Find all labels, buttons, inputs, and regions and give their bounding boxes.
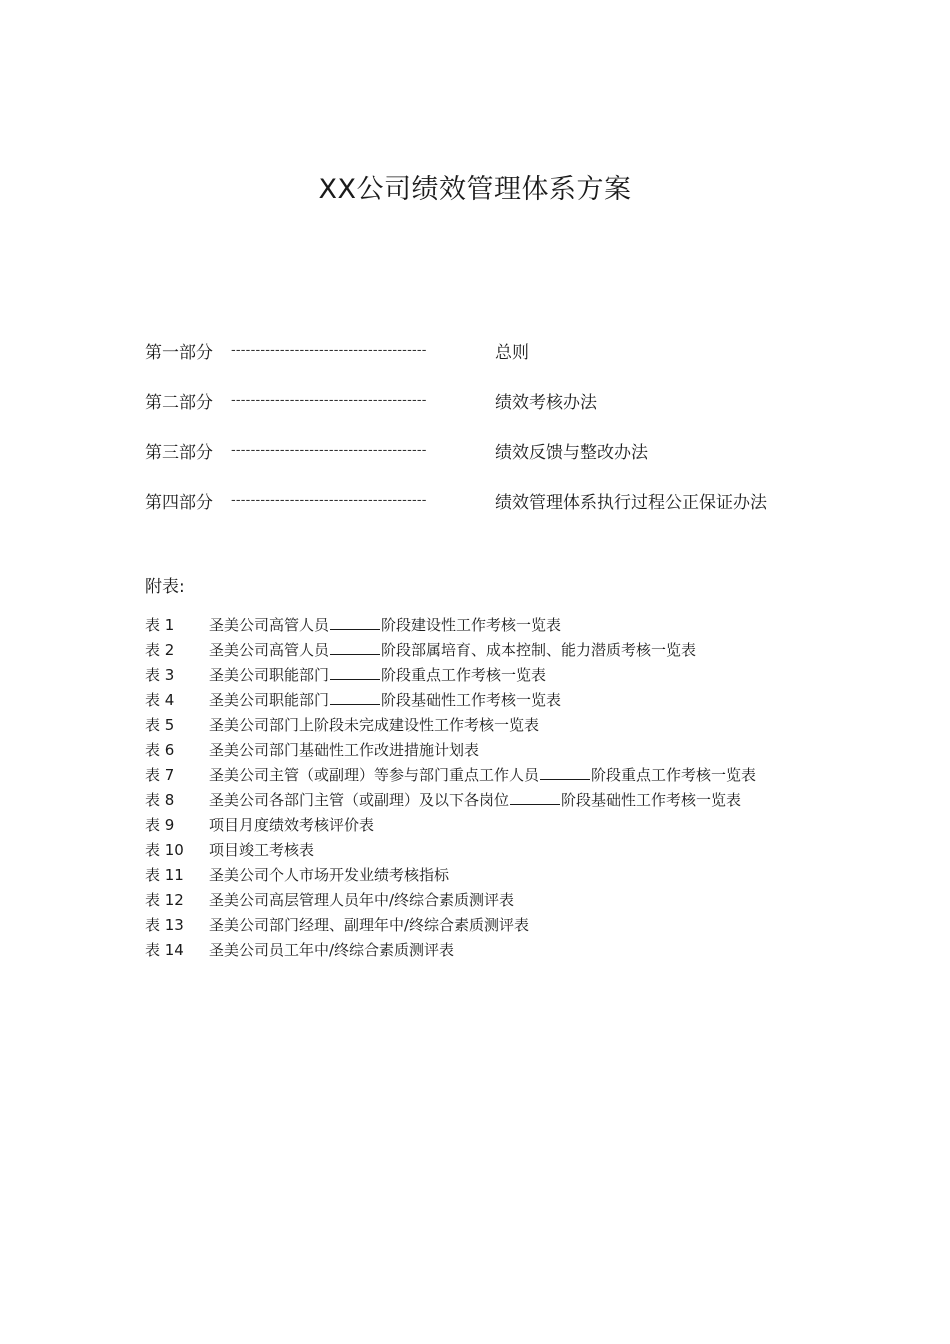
appendix-number: 表 11 <box>145 866 184 884</box>
toc-part-label: 第二部分 <box>145 392 213 413</box>
toc-item <box>145 325 845 375</box>
appendix-title <box>209 639 696 660</box>
toc-part-label: 第四部分 <box>145 492 213 513</box>
toc-leader: ---------------------------------------- <box>231 492 427 508</box>
appendix-title: 圣美公司部门上阶段未完成建设性工作考核一览表 <box>209 716 540 734</box>
appendix-item <box>145 712 845 737</box>
fill-in-blank <box>330 615 380 630</box>
appendix-item <box>145 787 845 812</box>
appendix-title-part: 阶段重点工作考核一览表 <box>381 666 547 684</box>
appendix-number: 表 8 <box>145 791 175 809</box>
toc-item <box>145 425 845 475</box>
appendix-number: 表 4 <box>145 691 175 709</box>
toc-part-name: 绩效管理体系执行过程公正保证办法 <box>495 492 767 513</box>
appendix-title <box>209 614 561 635</box>
appendix-item <box>145 837 845 862</box>
appendix-title <box>209 789 741 810</box>
appendix-number: 表 12 <box>145 891 184 909</box>
appendix-item <box>145 912 845 937</box>
appendix-title: 项目月度绩效考核评价表 <box>209 816 375 834</box>
appendix-number: 表 13 <box>145 916 184 934</box>
appendix-title <box>209 764 756 785</box>
appendix-item <box>145 937 845 962</box>
fill-in-blank <box>540 765 590 780</box>
fill-in-blank <box>330 690 380 705</box>
appendix-title-part: 圣美公司主管（或副理）等参与部门重点工作人员 <box>209 766 540 784</box>
toc-leader: ---------------------------------------- <box>231 342 427 358</box>
appendix-title-part: 阶段部属培育、成本控制、能力潜质考核一览表 <box>381 641 697 659</box>
appendix-title-part: 阶段基础性工作考核一览表 <box>561 791 742 809</box>
appendix-item <box>145 887 845 912</box>
appendix-item <box>145 762 845 787</box>
appendix-title <box>209 689 561 710</box>
toc-part-name: 绩效反馈与整改办法 <box>495 442 648 463</box>
toc-leader: ---------------------------------------- <box>231 442 427 458</box>
appendix-title-part: 圣美公司高管人员 <box>209 616 330 634</box>
appendix-title: 圣美公司部门基础性工作改进措施计划表 <box>209 741 480 759</box>
appendix-number: 表 6 <box>145 741 175 759</box>
table-of-contents <box>145 325 845 525</box>
appendix-title-part: 圣美公司职能部门 <box>209 666 330 684</box>
appendix-title: 圣美公司员工年中/终综合素质测评表 <box>209 941 455 959</box>
appendix-number: 表 2 <box>145 641 175 659</box>
appendix-number: 表 10 <box>145 841 184 859</box>
appendix-title-part: 圣美公司高管人员 <box>209 641 330 659</box>
appendix-list <box>145 612 845 962</box>
appendix-number: 表 9 <box>145 816 175 834</box>
appendix-item <box>145 662 845 687</box>
appendix-title-part: 阶段建设性工作考核一览表 <box>381 616 562 634</box>
fill-in-blank <box>330 665 380 680</box>
toc-item <box>145 375 845 425</box>
appendix-heading: 附表: <box>145 577 185 597</box>
appendix-item <box>145 687 845 712</box>
appendix-number: 表 3 <box>145 666 175 684</box>
appendix-number: 表 5 <box>145 716 175 734</box>
appendix-number: 表 14 <box>145 941 184 959</box>
toc-part-label: 第一部分 <box>145 342 213 363</box>
toc-part-name: 总则 <box>495 342 529 363</box>
appendix-number: 表 7 <box>145 766 175 784</box>
appendix-title <box>209 664 546 685</box>
appendix-title: 项目竣工考核表 <box>209 841 315 859</box>
document-title: XX公司绩效管理体系方案 <box>318 174 632 205</box>
fill-in-blank <box>330 640 380 655</box>
appendix-item <box>145 812 845 837</box>
appendix-title-part: 阶段基础性工作考核一览表 <box>381 691 562 709</box>
toc-part-label: 第三部分 <box>145 442 213 463</box>
appendix-title: 圣美公司部门经理、副理年中/终综合素质测评表 <box>209 916 530 934</box>
appendix-title-part: 阶段重点工作考核一览表 <box>591 766 757 784</box>
toc-item <box>145 475 845 525</box>
appendix-title-part: 圣美公司各部门主管（或副理）及以下各岗位 <box>209 791 510 809</box>
appendix-item <box>145 862 845 887</box>
appendix-item <box>145 637 845 662</box>
fill-in-blank <box>510 790 560 805</box>
toc-part-name: 绩效考核办法 <box>495 392 597 413</box>
appendix-number: 表 1 <box>145 616 175 634</box>
toc-leader: ---------------------------------------- <box>231 392 427 408</box>
appendix-item <box>145 612 845 637</box>
appendix-title: 圣美公司高层管理人员年中/终综合素质测评表 <box>209 891 515 909</box>
appendix-item <box>145 737 845 762</box>
appendix-title: 圣美公司个人市场开发业绩考核指标 <box>209 866 450 884</box>
appendix-title-part: 圣美公司职能部门 <box>209 691 330 709</box>
